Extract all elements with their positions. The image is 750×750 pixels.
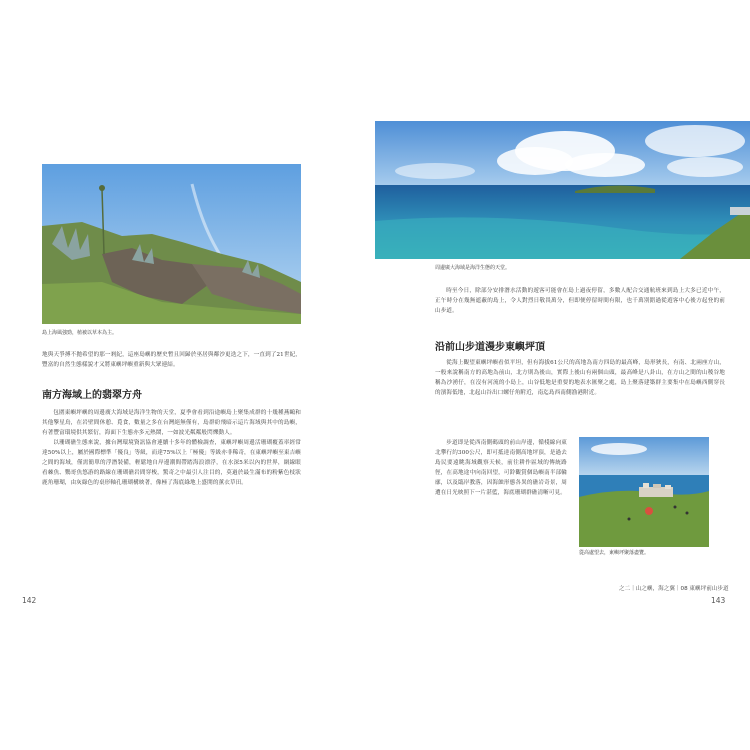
inset-photo-caption: 從高處望去，東嶼坪聚落盡覽。 [579,550,650,556]
page-number-right: 143 [711,596,726,605]
left-body-paragraphs [42,408,301,488]
right-photo-caption: 周邊廣大海域是海洋生態的天堂。 [435,265,511,271]
cliff-photo [42,164,301,324]
left-photo-caption: 島上海風強勁，植被以草本為主。 [42,330,118,336]
village-overlook-photo [579,437,709,547]
right-paragraph-3-block [435,438,567,498]
right-paragraph-2-block [435,358,725,398]
right-paragraph-2: 從海上觀望東嶼坪嶼看似平坦，但有海拔61公尺的高地為南方四島的最高峰，島形狹長，有南、北兩座方山，一般來說稱南方的高地為前山，北方則為後山，實際上後山有兩個山頭，最高峰是八卦山，在方山之間的山稜谷地稱為沙湧仔，在沒有河流的小島上，山谷低地是重要的地表水匯聚之處，島上聚落建築群主要集中在島嶼西側穿長的濱海低地，北起山谷出口螺仔角附近，南迄島西南側漁港附近。 [435,360,725,396]
right-page [375,0,750,750]
right-paragraph-1-block [435,286,725,316]
left-section-heading: 南方海域上的翡翠方舟 [42,390,142,401]
left-intro-paragraph [42,350,301,370]
right-paragraph-1: 時至今日，除部分安排潛水活動的遊客可能會在島上過夜停留，多數人配合交通航班來到島上大多已近中午，正午時分在幾無遮蔽的島上，令人對烈日敬畏萬分，但即便停留時間有限，也千萬別錯過從遊客中心後方起登的前山步道。 [435,288,725,314]
right-paragraph-3: 步道即是從西南側碼頭的前山岸邊，循棧線向東北攀行約300公尺，即可抵達南側高地坪頂，是過去島民要遠眺海域觀察天候，前往耕作區域的傳統路徑，在高地途中向南回望，可鈴觀賞個島嶼南半部輪廓，以及臨岸教落，因海蝕形態各異的礁岩奇景，周遭在日光映照下一片湛藍，海底珊瑚群礁清晰可見。 [435,440,567,496]
ocean-panorama-photo [375,121,750,259]
intro-text: 地與天爭搏不拋希望的那一剎紀，這座島嶼的歷史暫且回歸於巫居與鄰沙更迭之下，一直到了21世紀，豐富的自然生態樣貌才又將東嶼坪嶼重新與大眾連結。 [42,352,301,368]
running-head: 之二｜山之嶼，海之翼｜08 東嶼坪前山步道 [619,586,729,592]
left-paragraph-2: 以珊瑚礁生態來說，據台灣環境資訊協會連續十多年的體檢調查，東嶼坪嶼周邊活珊瑚覆蓋率經常達50%以上，屬於國際標準「優良」等級，而達75%以上「極優」等級亦非稀奇，在東嶼坪嶼至東吉嶼之間的海域，僅需簡單的浮潛裝備，輕鬆地自岸邊潮間帶踏海浪漂浮，在水深5米以內的世界，網線眼看棘魚、鸚哥魚悠游的路線在珊瑚礁岩間穿梭，驚奇之中最引人注目的，莫過於最生滿布的粉紫色枝狀鹿角珊瑚，由灰綠色的桌形軸孔珊瑚構映著，像極了海底綠地上盛開的薰衣草田。 [42,440,301,486]
left-paragraph-1: 包圍東嶼坪嶼的周邊廣大海域是海洋生物的天堂，夏季會看到沿途嶼島上聚集成群的十幾種燕鷗和其他擎星鳥，在岩壁間休憩、覓食，數量之多在台灣絕無僅有，島群紛飛暗示這片海域與其中的島嶼，有著豐富環境供其繁衍，海面下生態亦多元熱鬧，一如波光粼粼般閃爍動人。 [42,410,301,436]
page-number-left: 142 [22,596,37,605]
right-section-heading: 沿前山步道漫步東嶼坪頂 [435,342,545,353]
